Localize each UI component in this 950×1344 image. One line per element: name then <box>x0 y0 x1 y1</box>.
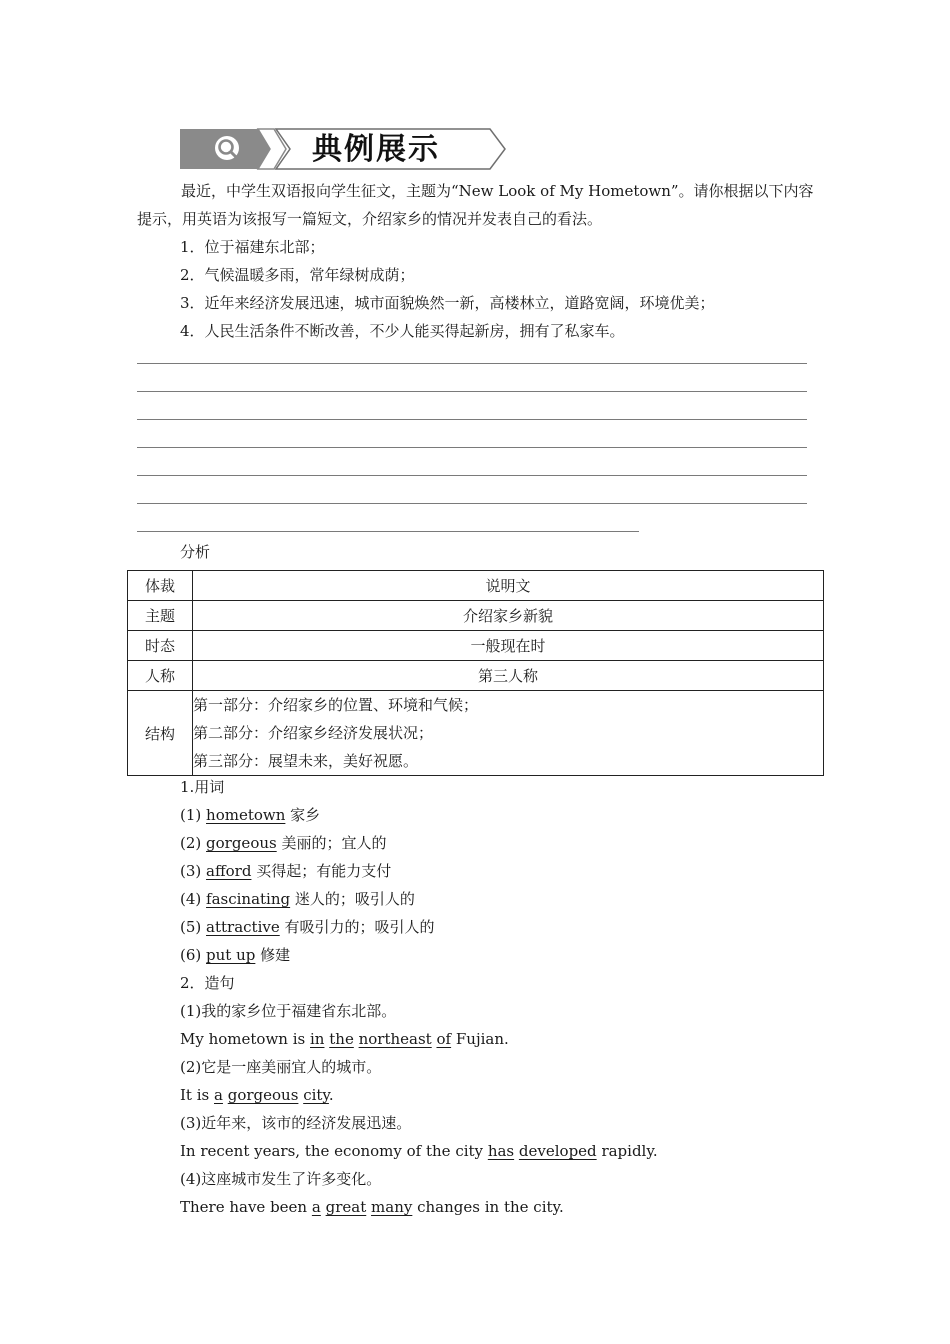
structure-line: 第二部分：介绍家乡经济发展状况； <box>193 724 434 742</box>
search-icon <box>215 136 239 160</box>
prompt-point: 1．位于福建东北部； <box>180 238 325 256</box>
answer-blank: of <box>436 1030 452 1048</box>
vocab-word: hometown <box>206 806 286 824</box>
answer-text: It is <box>180 1086 210 1104</box>
prompt-point: 2．气候温暖多雨，常年绿树成荫； <box>180 266 415 284</box>
answer-text: changes in the city. <box>417 1198 564 1216</box>
sentence-prompt: (2)它是一座美丽宜人的城市。 <box>180 1058 382 1076</box>
answer-blank: gorgeous <box>227 1086 299 1104</box>
row-key: 主题 <box>128 601 193 631</box>
vocab-num: (4) <box>180 890 202 908</box>
answer-line <box>137 503 807 504</box>
row-key: 时态 <box>128 631 193 661</box>
vocab-meaning: 有吸引力的；吸引人的 <box>284 918 435 936</box>
table-row <box>128 631 824 661</box>
answer-text: My hometown is <box>180 1030 306 1048</box>
answer-text: In recent years, the economy of the city <box>180 1142 484 1160</box>
table-row <box>128 691 824 776</box>
answer-line <box>137 447 807 448</box>
answer-blank: has <box>487 1142 515 1160</box>
answer-text: There have been <box>180 1198 308 1216</box>
answer-text: . <box>328 1086 334 1104</box>
prompt-point: 3．近年来经济发展迅速，城市面貌焕然一新，高楼林立，道路宽阔，环境优美； <box>180 294 715 312</box>
sentence-prompt: (3)近年来，该市的经济发展迅速。 <box>180 1114 412 1132</box>
answer-line <box>137 391 807 392</box>
table-row <box>128 571 824 601</box>
vocab-item <box>180 885 415 913</box>
sentences-heading: 2．造句 <box>180 974 235 992</box>
answer-line <box>137 531 639 532</box>
vocab-num: (5) <box>180 918 202 936</box>
answer-text: rapidly. <box>601 1142 658 1160</box>
sentence-answer <box>180 1193 564 1221</box>
answer-blank: the <box>329 1030 354 1048</box>
answer-blank: a <box>214 1086 223 1104</box>
row-key: 体裁 <box>128 571 193 601</box>
answer-blank: developed <box>518 1142 597 1160</box>
sentence-answer <box>180 1025 509 1053</box>
answer-line <box>137 475 807 476</box>
vocab-item <box>180 829 387 857</box>
answer-blank: in <box>310 1030 325 1048</box>
section-title: 典例展示 <box>312 132 440 167</box>
table-row <box>128 601 824 631</box>
vocab-num: (1) <box>180 806 202 824</box>
vocab-item <box>180 857 391 885</box>
row-value: 介绍家乡新貌 <box>193 601 824 631</box>
table-row <box>128 661 824 691</box>
vocab-item <box>180 941 290 969</box>
analysis-table <box>127 570 824 776</box>
vocab-heading: 1.用词 <box>180 778 225 796</box>
vocab-num: (3) <box>180 862 202 880</box>
vocab-meaning: 家乡 <box>290 806 321 824</box>
answer-line <box>137 419 807 420</box>
prompt-intro: 最近，中学生双语报向学生征文，主题为“New Look of My Hometown”。请你根据以下内容提示，用英语为该报写一篇短文，介绍家乡的情况并发表自己的看法。 <box>137 182 814 228</box>
vocab-num: (6) <box>180 946 202 964</box>
vocab-meaning: 修建 <box>260 946 291 964</box>
sentence-prompt: (4)这座城市发生了许多变化。 <box>180 1170 382 1188</box>
structure-line: 第三部分：展望未来，美好祝愿。 <box>193 752 419 770</box>
row-value: 一般现在时 <box>193 631 824 661</box>
row-key: 人称 <box>128 661 193 691</box>
vocab-num: (2) <box>180 834 202 852</box>
structure-cell <box>193 691 824 776</box>
vocab-meaning: 买得起；有能力支付 <box>256 862 392 880</box>
analysis-label: 分析 <box>180 543 211 561</box>
answer-blank: many <box>371 1198 413 1216</box>
sentence-answer <box>180 1137 658 1165</box>
answer-text: Fujian. <box>455 1030 509 1048</box>
answer-blank: great <box>325 1198 367 1216</box>
sentence-prompt: (1)我的家乡位于福建省东北部。 <box>180 1002 397 1020</box>
row-key: 结构 <box>128 691 193 776</box>
structure-line: 第一部分：介绍家乡的位置、环境和气候； <box>193 696 479 714</box>
vocab-meaning: 美丽的；宜人的 <box>281 834 387 852</box>
row-value: 说明文 <box>193 571 824 601</box>
answer-blank: northeast <box>358 1030 432 1048</box>
sentence-answer <box>180 1081 334 1109</box>
answer-blank: a <box>311 1198 321 1216</box>
vocab-word: gorgeous <box>206 834 277 852</box>
prompt-point: 4．人民生活条件不断改善，不少人能买得起新房，拥有了私家车。 <box>180 322 625 340</box>
vocab-item <box>180 801 320 829</box>
row-value: 第三人称 <box>193 661 824 691</box>
vocab-word: fascinating <box>206 890 291 908</box>
vocab-item <box>180 913 435 941</box>
answer-blank: city <box>303 1086 329 1104</box>
vocab-word: put up <box>206 946 256 964</box>
vocab-word: attractive <box>206 918 280 936</box>
vocab-word: afford <box>206 862 252 880</box>
vocab-meaning: 迷人的；吸引人的 <box>294 890 415 908</box>
answer-line <box>137 363 807 364</box>
